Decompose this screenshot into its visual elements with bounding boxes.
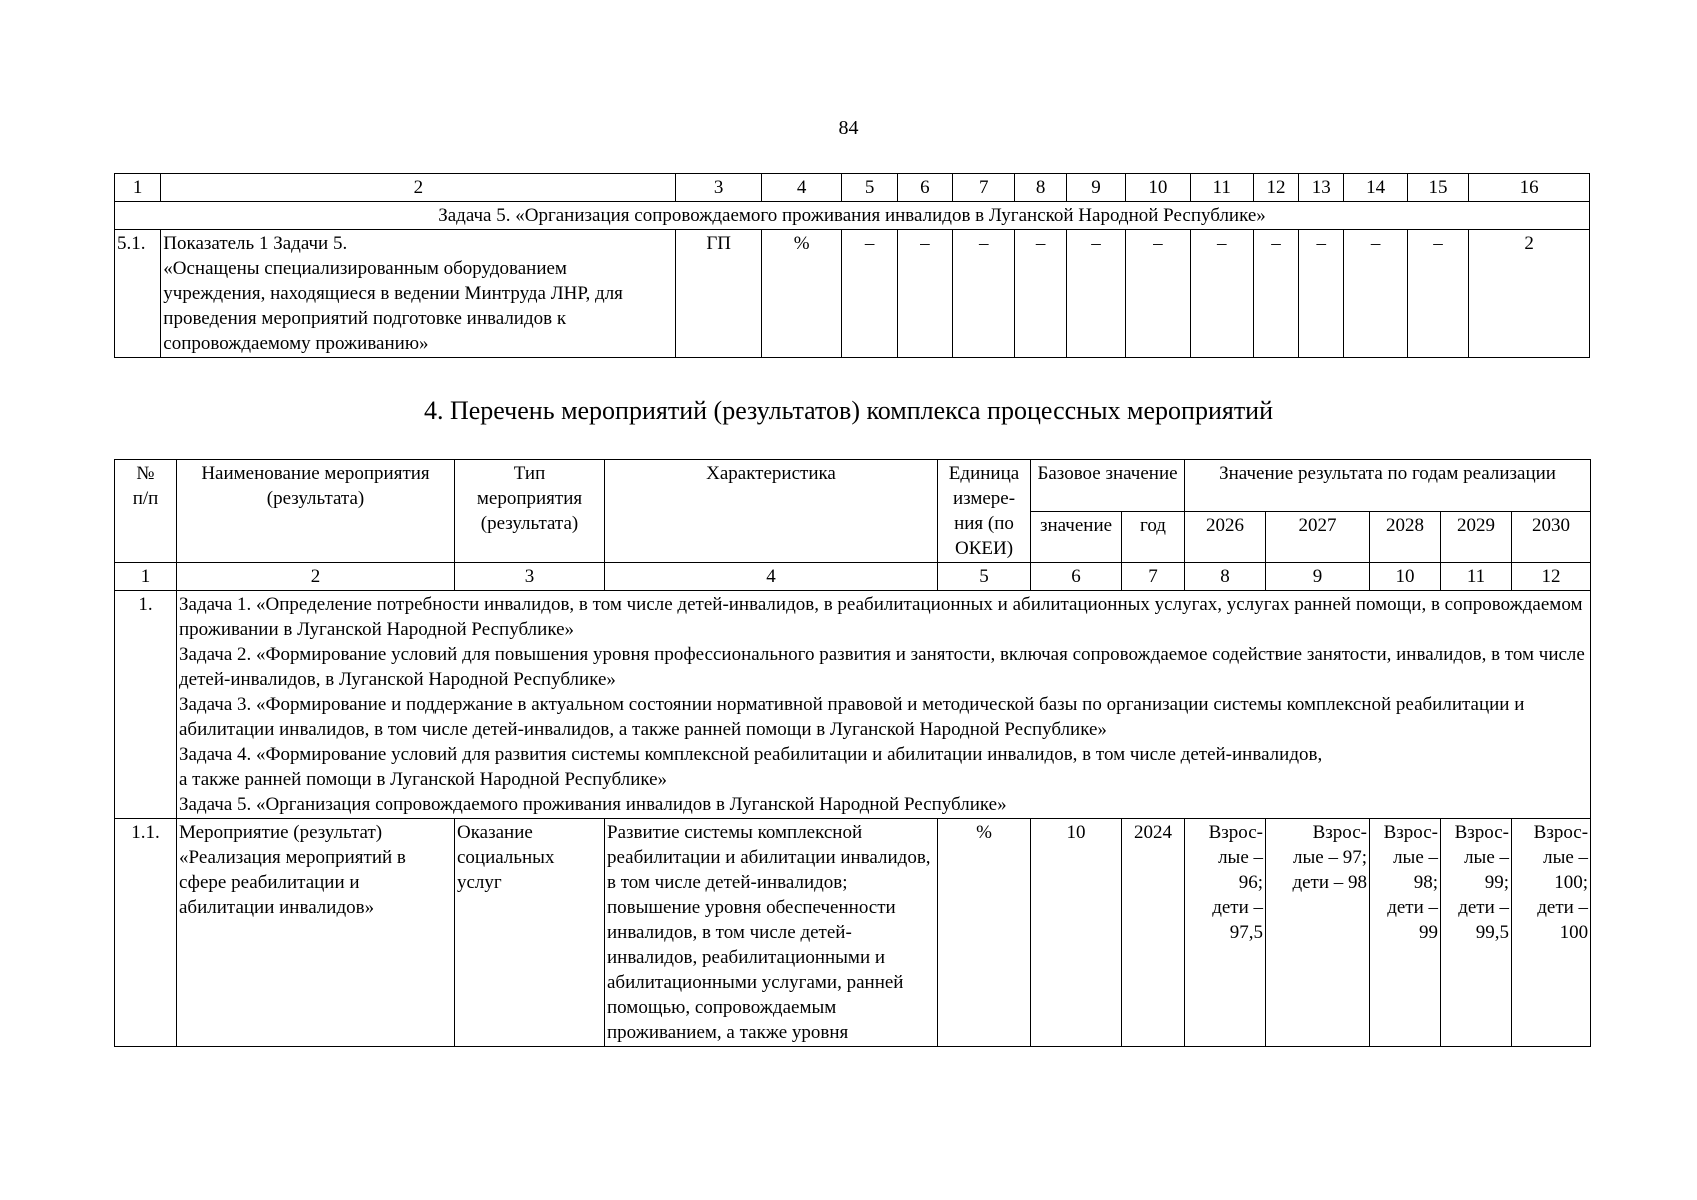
task-title: Задача 5. «Организация сопровождаемого проживания инвалидов в Луганской Народной Республике»: [115, 202, 1590, 230]
header-year: 2029: [1441, 511, 1512, 563]
measure-value-2030: Взрос- лые – 100; дети – 100: [1512, 819, 1591, 1047]
col-number: 15: [1407, 174, 1468, 202]
page-number: 84: [838, 117, 859, 139]
indicators-table: [114, 173, 1590, 358]
col-number: 16: [1469, 174, 1590, 202]
row-number: 1.: [115, 591, 177, 819]
measure-base-year: 2024: [1122, 819, 1185, 1047]
value-cell: 2: [1469, 230, 1590, 358]
task-row: [115, 202, 1590, 230]
value-cell: –: [1015, 230, 1066, 358]
header-name: Наименование мероприятия (результата): [177, 460, 455, 563]
col-number: 3: [455, 563, 605, 591]
col-number: 3: [676, 174, 762, 202]
header-unit: Единица измере- ния (по ОКЕИ): [938, 460, 1031, 563]
col-number: 6: [1031, 563, 1122, 591]
measure-base-value: 10: [1031, 819, 1122, 1047]
measure-value-2028: Взрос- лые – 98; дети – 99: [1370, 819, 1441, 1047]
indicator-unit: %: [761, 230, 841, 358]
measure-value-2026: Взрос- лые – 96; дети – 97,5: [1185, 819, 1266, 1047]
value-cell: –: [897, 230, 952, 358]
section-title: 4. Перечень мероприятий (результатов) комплекса процессных мероприятий: [423, 396, 1274, 425]
header-base-year: год: [1122, 511, 1185, 563]
col-number: 7: [953, 174, 1015, 202]
header-characteristic: Характеристика: [605, 460, 938, 563]
header-years-title: Значение результата по годам реализации: [1185, 460, 1591, 512]
col-number: 1: [115, 174, 161, 202]
col-number: 9: [1066, 174, 1125, 202]
value-cell: –: [953, 230, 1015, 358]
measure-value-2027: Взрос- лые – 97; дети – 98: [1266, 819, 1370, 1047]
measure-name: Мероприятие (результат) «Реализация мероприятий в сфере реабилитации и абилитации инвалидов»: [177, 819, 455, 1047]
value-cell: –: [1407, 230, 1468, 358]
indicator-level: ГП: [676, 230, 762, 358]
col-number: 7: [1122, 563, 1185, 591]
col-number: 2: [177, 563, 455, 591]
measure-type: Оказание социальных услуг: [455, 819, 605, 1047]
col-number: 14: [1344, 174, 1407, 202]
measure-row: [115, 819, 1591, 1047]
col-number: 12: [1253, 174, 1298, 202]
col-number: 5: [938, 563, 1031, 591]
col-number: 10: [1370, 563, 1441, 591]
header-row: [115, 460, 1591, 512]
col-number: 9: [1266, 563, 1370, 591]
indicator-name: Показатель 1 Задачи 5. «Оснащены специализированным оборудованием учреждения, находящиеся в ведении Минтруда ЛНР, для проведения мероприятий подготовке инвалидов к сопровождаемому проживанию»: [161, 230, 676, 358]
header-year: 2028: [1370, 511, 1441, 563]
value-cell: –: [1253, 230, 1298, 358]
value-cell: –: [1190, 230, 1253, 358]
header-year: 2026: [1185, 511, 1266, 563]
measure-value-2029: Взрос- лые – 99; дети – 99,5: [1441, 819, 1512, 1047]
value-cell: –: [1299, 230, 1344, 358]
col-number: 10: [1126, 174, 1190, 202]
col-number: 5: [842, 174, 897, 202]
tasks-list: Задача 1. «Определение потребности инвалидов, в том числе детей-инвалидов, в реабилитационных и абилитационных услугах, услугах ранней помощи, в сопровождаемом проживании в Луганской Народной Республике» Задача 2. «Формирование условий для повышения уровня профессионального развития и занятости, включая сопровождаемое содействие занятости, инвалидов, в том числе детей-инвалидов, в Луганской Народной Республике» Задача 3. «Формирование и поддержание в актуальном состоянии нормативной правовой и методической базы по организации системы комплексной реабилитации и абилитации инвалидов, в том числе детей-инвалидов, а также ранней помощи в Луганской Народной Республике» Задача 4. «Формирование условий для развития системы комплексной реабилитации и абилитации инвалидов, в том числе детей-инвалидов, а также ранней помощи в Луганской Народной Республике» Задача 5. «Организация сопровождаемого проживания инвалидов в Луганской Народной Республике»: [177, 591, 1591, 819]
col-number: 12: [1512, 563, 1591, 591]
measure-unit: %: [938, 819, 1031, 1047]
tasks-row: [115, 591, 1591, 819]
value-cell: –: [1066, 230, 1125, 358]
col-number: 13: [1299, 174, 1344, 202]
indicator-row: [115, 230, 1590, 358]
row-number: 1.1.: [115, 819, 177, 1047]
measures-table: [114, 459, 1591, 1047]
col-number: 8: [1185, 563, 1266, 591]
col-number: 8: [1015, 174, 1066, 202]
col-number: 6: [897, 174, 952, 202]
col-number: 11: [1441, 563, 1512, 591]
measure-characteristic: Развитие системы комплексной реабилитации и абилитации инвалидов, в том числе детей-инвалидов; повышение уровня обеспеченности инвалидов, в том числе детей-инвалидов, реабилитационными и абилитационными услугами, ранней помощью, сопровождаемым проживанием, а также уровня: [605, 819, 938, 1047]
column-number-row: [115, 563, 1591, 591]
header-year: 2030: [1512, 511, 1591, 563]
header-type: Тип мероприятия (результата): [455, 460, 605, 563]
value-cell: –: [1126, 230, 1190, 358]
col-number: 4: [605, 563, 938, 591]
col-number: 11: [1190, 174, 1253, 202]
col-number: 4: [761, 174, 841, 202]
header-year: 2027: [1266, 511, 1370, 563]
header-base: Базовое значение: [1031, 460, 1185, 512]
col-number: 2: [161, 174, 676, 202]
column-number-row: [115, 174, 1590, 202]
value-cell: –: [842, 230, 897, 358]
header-base-value: значение: [1031, 511, 1122, 563]
value-cell: –: [1344, 230, 1407, 358]
col-number: 1: [115, 563, 177, 591]
row-number: 5.1.: [115, 230, 161, 358]
header-num: № п/п: [115, 460, 177, 563]
